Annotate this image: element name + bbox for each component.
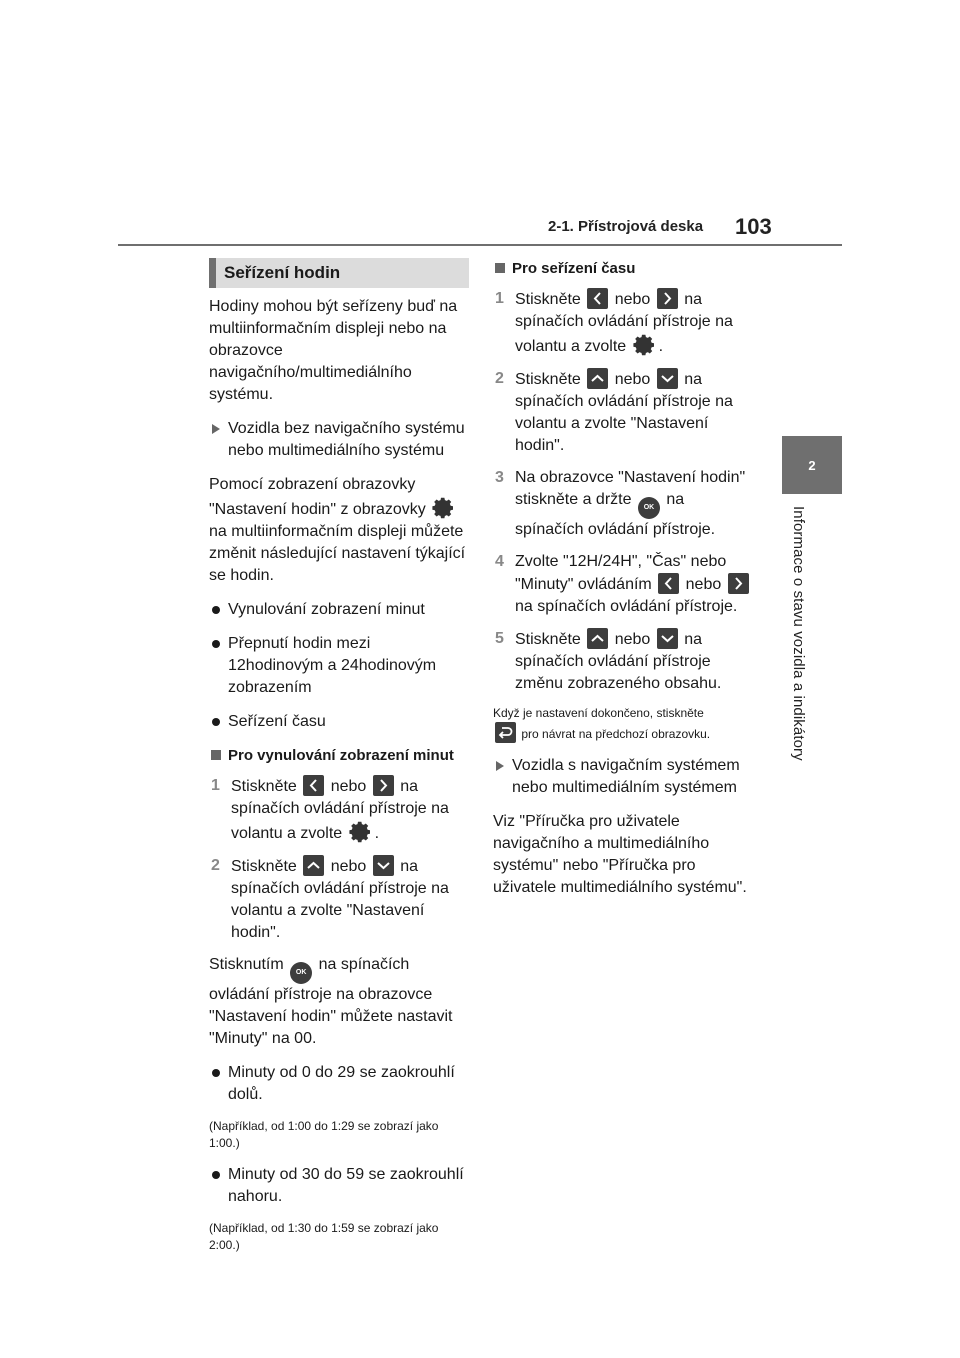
variant-with-navigation: Vozidla s navigačním systémem nebo multimediálním systémem	[493, 755, 753, 799]
ok-button-icon: OK	[290, 962, 312, 984]
list-item: Seřízení času	[209, 711, 469, 733]
step-5: 5 Stiskněte nebo na spínačích ovládání přístroje změnu zobrazeného obsahu.	[495, 630, 722, 692]
subheading-set-time: Pro seřízení času	[493, 258, 753, 280]
gear-icon	[432, 496, 456, 520]
chevron-down-icon	[657, 628, 678, 649]
chapter-tab: 2	[782, 436, 842, 494]
gear-icon	[349, 820, 373, 844]
left-column	[209, 258, 469, 1266]
chevron-down-icon	[373, 855, 394, 876]
step-1: 1 Stiskněte nebo na spínačích ovládání přístroje na volantu a zvolte .	[211, 777, 449, 842]
step-3: 3 Na obrazovce "Nastavení hodin" stiskněte a držte OK na spínačích ovládání přístroje.	[495, 469, 746, 538]
gear-icon	[633, 333, 657, 357]
page-number: 103	[735, 214, 772, 239]
example-note: (Například, od 1:30 do 1:59 se zobrazí jako 2:00.)	[209, 1221, 439, 1252]
chevron-left-icon	[658, 573, 679, 594]
list-item: Vynulování zobrazení minut	[209, 599, 469, 621]
chevron-up-icon	[587, 368, 608, 389]
ok-button-icon: OK	[638, 497, 660, 519]
example-note: (Například, od 1:00 do 1:29 se zobrazí jako 1:00.)	[209, 1119, 439, 1150]
completion-note: Když je nastavení dokončeno, stiskněte pro návrat na předchozí obrazovku.	[493, 706, 711, 741]
step-2: 2 Stiskněte nebo na spínačích ovládání přístroje na volantu a zvolte "Nastavení hodin".	[211, 857, 449, 941]
chevron-right-icon	[373, 775, 394, 796]
chevron-right-icon	[657, 288, 678, 309]
step-1: 1 Stiskněte nebo na spínačích ovládání přístroje na volantu a zvolte .	[495, 290, 733, 355]
chevron-right-icon	[728, 573, 749, 594]
section-title: 2-1. Přístrojová deska	[548, 218, 704, 235]
step-4: 4 Zvolte "12H/24H", "Čas" nebo "Minuty" ovládáním nebo na spínačích ovládání přístroje.	[493, 551, 753, 618]
section-heading: Seřízení hodin	[209, 258, 469, 288]
chevron-down-icon	[657, 368, 678, 389]
chevron-left-icon	[587, 288, 608, 309]
variant-without-navigation: Vozidla bez navigačního systému nebo multimediálního systému	[209, 418, 469, 462]
chevron-left-icon	[303, 775, 324, 796]
settings-paragraph: Pomocí zobrazení obrazovky "Nastavení hodin" z obrazovky na multiinformačním displeji můžete změnit následující nastavení týkající se hodin.	[209, 476, 466, 584]
chevron-up-icon	[587, 628, 608, 649]
ok-paragraph: Stisknutím OK na spínačích ovládání přístroje na obrazovce "Nastavení hodin" můžete nastavit "Minuty" na 00.	[209, 956, 453, 1047]
reference-paragraph: Viz "Příručka pro uživatele navigačního a multimediálního systému" nebo "Příručka pro uživatele multimediálního systému".	[493, 813, 747, 896]
header-divider	[118, 244, 842, 246]
list-item: Přepnutí hodin mezi 12hodinovým a 24hodinovým zobrazením	[209, 633, 469, 699]
chapter-label: Informace o stavu vozidla a indikátory	[790, 506, 807, 761]
intro-paragraph: Hodiny mohou být seřízeny buď na multiinformačním displeji nebo na obrazovce navigačního/multimediálního systému.	[209, 298, 458, 403]
subheading-reset-minutes: Pro vynulování zobrazení minut	[209, 745, 469, 767]
right-column	[493, 258, 753, 911]
list-item: Minuty od 0 do 29 se zaokrouhlí dolů.	[209, 1062, 469, 1106]
back-arrow-icon	[495, 722, 516, 743]
chevron-up-icon	[303, 855, 324, 876]
step-2: 2 Stiskněte nebo na spínačích ovládání přístroje na volantu a zvolte "Nastavení hodin".	[495, 370, 733, 454]
list-item: Minuty od 30 do 59 se zaokrouhlí nahoru.	[209, 1164, 469, 1208]
